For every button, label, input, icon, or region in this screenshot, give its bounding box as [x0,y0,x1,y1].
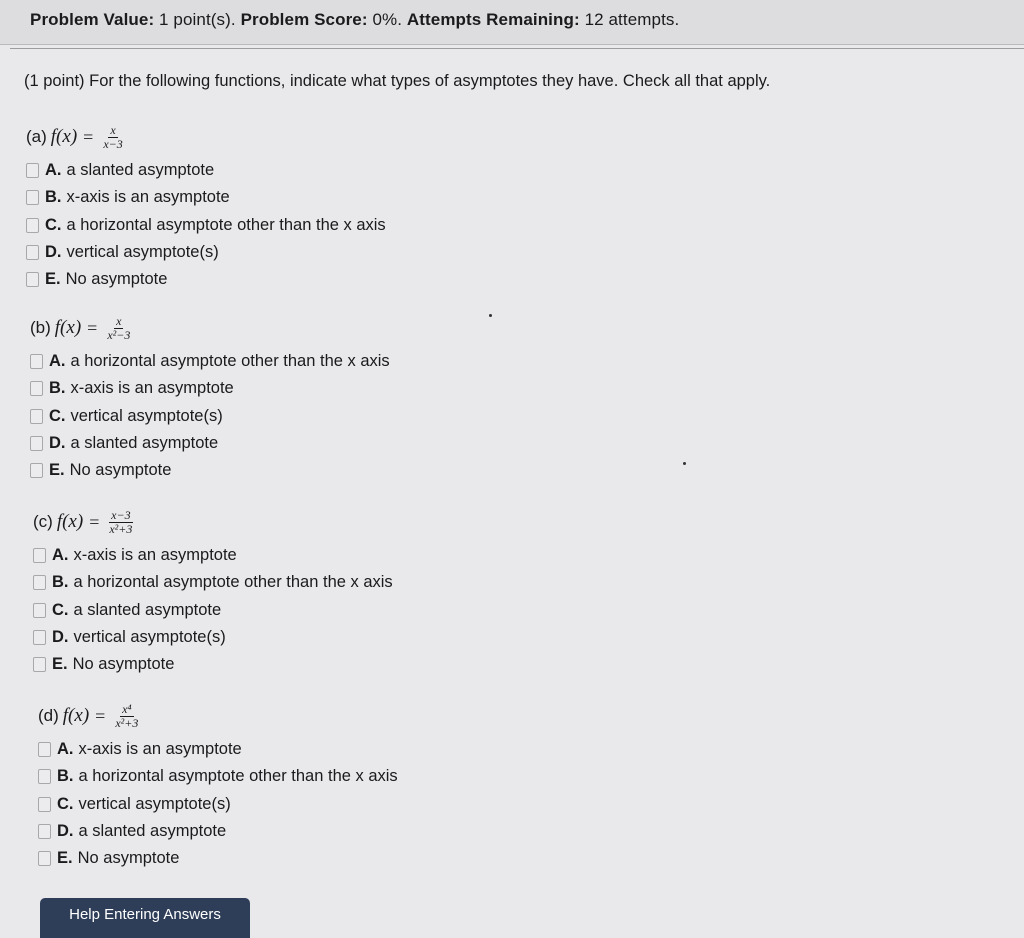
option-letter: B. [57,767,74,786]
checkbox[interactable] [38,769,51,784]
help-entering-answers-button[interactable]: Help Entering Answers [40,898,250,938]
problem-status [30,10,679,30]
option-c-E[interactable] [33,651,393,678]
option-b-A[interactable] [30,348,390,375]
divider [10,48,1024,49]
denominator: x²+3 [109,521,133,536]
option-b-E[interactable] [30,457,390,484]
checkbox[interactable] [30,436,43,451]
option-d-A[interactable] [38,736,398,763]
part-label: (b) [30,318,51,337]
equals-sign: = [83,126,94,147]
option-a-D[interactable] [26,239,386,266]
function-d [38,696,398,736]
option-letter: D. [52,628,69,647]
checkbox[interactable] [33,603,46,618]
part-d [38,696,398,872]
option-letter: C. [52,600,69,619]
option-text: a horizontal asymptote other than the x axis [66,215,386,234]
dust-speck [489,314,492,317]
option-c-D[interactable] [33,624,393,651]
checkbox[interactable] [33,548,46,563]
function-a [26,117,386,157]
option-text: a slanted asymptote [73,600,222,619]
numerator: x [116,313,122,328]
fraction [107,509,134,536]
option-b-C[interactable] [30,403,390,430]
option-c-B[interactable] [33,569,393,596]
option-letter: B. [49,379,66,398]
problem-score-label: Problem Score: [240,10,368,29]
option-letter: B. [45,188,62,207]
problem-header [0,0,1024,45]
option-letter: C. [49,406,66,425]
option-d-D[interactable] [38,818,398,845]
part-label: (a) [26,127,47,146]
option-text: x-axis is an asymptote [78,740,242,759]
function-name: f(x) [62,705,90,726]
problem-intro: (1 point) For the following functions, indicate what types of asymptotes they have. Check all that apply. [24,72,771,90]
checkbox[interactable] [33,575,46,590]
option-letter: E. [49,461,65,480]
option-text: x-axis is an asymptote [66,188,230,207]
function-b [30,308,390,348]
numerator: x⁴ [122,701,132,716]
checkbox[interactable] [38,797,51,812]
option-text: vertical asymptote(s) [70,406,223,425]
part-b [30,308,390,484]
option-b-B[interactable] [30,375,390,402]
numerator: x−3 [111,507,131,522]
option-text: x-axis is an asymptote [70,379,234,398]
option-letter: D. [57,822,74,841]
option-text: vertical asymptote(s) [66,243,219,262]
option-text: vertical asymptote(s) [78,794,231,813]
checkbox[interactable] [26,245,39,260]
option-d-E[interactable] [38,845,398,872]
equals-sign: = [89,511,100,532]
option-letter: A. [57,740,74,759]
option-text: a horizontal asymptote other than the x axis [78,767,398,786]
equals-sign: = [95,705,106,726]
checkbox[interactable] [26,163,39,178]
option-c-C[interactable] [33,597,393,624]
option-text: a horizontal asymptote other than the x axis [70,352,390,371]
option-letter: D. [45,243,62,262]
function-c [33,502,393,542]
option-letter: E. [45,270,61,289]
checkbox[interactable] [30,354,43,369]
checkbox[interactable] [30,409,43,424]
denominator: x²−3 [107,327,131,342]
option-letter: E. [57,849,73,868]
checkbox[interactable] [26,190,39,205]
option-text: a slanted asymptote [70,434,219,453]
option-c-A[interactable] [33,542,393,569]
option-letter: A. [45,161,62,180]
dust-speck [683,462,686,465]
option-text: a slanted asymptote [66,161,215,180]
checkbox[interactable] [26,272,39,287]
fraction [105,315,132,342]
checkbox[interactable] [38,851,51,866]
fraction [113,703,140,730]
problem-value: 1 point(s). [159,10,236,29]
option-a-B[interactable] [26,184,386,211]
attempts-remaining: 12 attempts. [584,10,680,29]
option-letter: A. [52,546,69,565]
problem-score: 0%. [372,10,403,29]
option-letter: C. [45,215,62,234]
option-text: No asymptote [65,270,168,289]
option-letter: D. [49,434,66,453]
checkbox[interactable] [30,463,43,478]
option-a-E[interactable] [26,266,386,293]
equals-sign: = [87,317,98,338]
option-letter: C. [57,794,74,813]
fraction [101,124,124,151]
part-label: (c) [33,512,53,531]
denominator: x²+3 [115,715,139,730]
option-letter: B. [52,573,69,592]
option-letter: A. [49,352,66,371]
problem-value-label: Problem Value: [30,10,155,29]
option-a-C[interactable] [26,212,386,239]
attempts-label: Attempts Remaining: [406,10,580,29]
option-a-A[interactable] [26,157,386,184]
option-text: x-axis is an asymptote [73,546,237,565]
denominator: x−3 [103,136,123,151]
checkbox[interactable] [33,657,46,672]
option-d-B[interactable] [38,763,398,790]
part-a [26,117,386,293]
function-name: f(x) [54,317,82,338]
numerator: x [110,122,116,137]
option-text: a horizontal asymptote other than the x axis [73,573,393,592]
option-text: vertical asymptote(s) [73,628,226,647]
function-name: f(x) [50,126,78,147]
checkbox[interactable] [30,381,43,396]
option-b-D[interactable] [30,430,390,457]
option-text: No asymptote [69,461,172,480]
option-d-C[interactable] [38,791,398,818]
part-label: (d) [38,706,59,725]
option-text: No asymptote [77,849,180,868]
checkbox[interactable] [26,218,39,233]
checkbox[interactable] [38,742,51,757]
checkbox[interactable] [33,630,46,645]
function-name: f(x) [56,511,84,532]
option-letter: E. [52,655,68,674]
part-c [33,502,393,678]
option-text: No asymptote [72,655,175,674]
checkbox[interactable] [38,824,51,839]
option-text: a slanted asymptote [78,822,227,841]
